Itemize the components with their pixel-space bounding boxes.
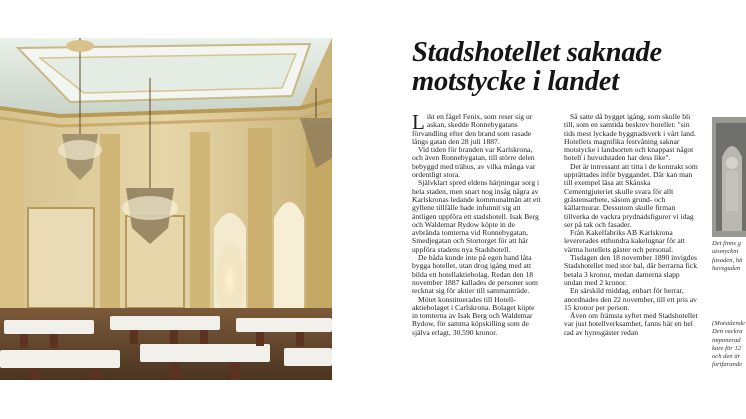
headline-line-1: Stadshotellet saknade [412,37,662,68]
ballroom-photo [0,38,332,380]
paragraph-4: De båda kunde inte på egen hand låta bygga hotellet, utan drog igång med att bilda ett hotellaktiebolag. Redan den 18 november 1887 kallades de personer som tecknat sig för aktier till sammanträde. [412,253,538,296]
paragraph-6: Så satte då bygget igång, som skulle bli till, som en samtida beskrev hotellet: "sin tids mest lyckade byggnadsverk i vårt land. Hotellets magnifika festvåning saknar motstycke i landsorten och knappast något hotell i huvudstaden har dess like". [564,113,696,163]
paragraph-3: Självklart spred eldens härjningar sorg i hela staden, men snart nog insåg några av Karlskronas ledande kommunalmän att ett gyllene tillfälle hade infunnit sig att äntligen uppföra ett stadshotell. Isak Berg och Waldemar Rydow köpte in de avbrända tomterna vid Ronnebygatan, Smedjegatan och Stortorget för att här uppföra stadens nya Stadshotell. [412,178,541,254]
paragraph-7: Det är intressant att titta i de kontrakt som upprättades inför byggandet. Där kan man till exempel läsa att Skånska Cementgjuteriet skulle svara för allt gråstensarbete, såsom grund- och källarmurar. Dessutom skulle firman tillverka de vackra prydnadsfigurer vi idag ser på tak och fasader. [564,161,698,229]
paragraph-11: Även om främsta syftet med Stadshotellet var just hotellverksamhet, fanns här en hel rad av hyresgäster redan [564,311,698,337]
paragraph-9: Tisdagen den 18 november 1890 invigdes Stadshotellet med stor bal, där herrarna fick betala 3 kronor, medan damerna slapp undan med 2 kronor. [564,253,698,287]
paragraph-2: Vid tiden för branden var Karlskrona, och även Ronnebygatan, till större delen bebyggd med trähus, av vilka många var ordentligt stora. [412,145,536,180]
caption-top: Det finns g utsmyckni fasaden, hä havsguden [712,240,743,272]
paragraph-8: Från Kakelfabriks AB Karlskrona levererades etthundra kakelugnar för att värma hotellets gäster och personal. [564,228,686,254]
article-column-1 [412,113,542,385]
paragraph-10: En särskild middag, enbart för herrar, anordnades den 22 november, till ett pris av 15 kronor per person. [564,286,697,312]
paragraph-5: Mötet konstituerades till Hotell-aktiebolaget i Carlskrona. Bolaget köpte in tomterna av Isak Berg och Waldemar Rydow, för samma köpskilling som de själva erlagt, 30.590 kronor. [412,294,535,337]
article-column-2 [564,113,700,385]
caption-bottom: (Motstående Den vackra imponerad kare för 12 och den är fortfarande [712,320,745,369]
paragraph-1: Likt en fågel Fenix, som reser sig ur askan, skedde Ronnebygatans förvandling efter den brand som rasade långs gatan den 28 juli 1887. [412,113,533,146]
headline-line-2: motstycke i landet [412,66,619,97]
drop-cap: L [412,113,425,134]
article-headline [412,38,746,96]
sculpture-photo [712,117,746,237]
